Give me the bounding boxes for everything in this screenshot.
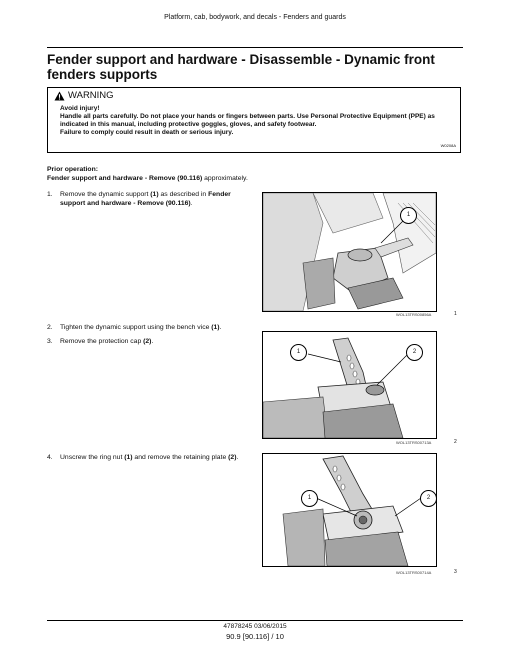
step-text: and remove the retaining plate	[132, 454, 229, 461]
warning-body	[60, 105, 450, 137]
callout-ref: (2)	[143, 338, 152, 345]
figure-2-image	[262, 331, 437, 439]
figure-2-number: 2	[454, 439, 457, 445]
step-text: .	[190, 200, 193, 207]
step-text: as described in	[158, 191, 209, 198]
figure-1-callout-1: 1	[400, 207, 417, 224]
prior-suffix: approximately.	[202, 175, 248, 182]
callout-ref: (1)	[150, 191, 159, 198]
prior-label: Prior operation:	[47, 166, 98, 173]
footer-rule	[47, 620, 463, 621]
figure-2-callout-1: 1	[290, 344, 307, 361]
warning-line-3: Failure to comply could result in death or serious injury.	[60, 129, 234, 136]
figure-3-drawing	[263, 454, 436, 566]
step-4	[47, 453, 247, 462]
step-3	[47, 337, 247, 346]
step-number: 3.	[47, 338, 53, 345]
figure-1-caption: WOL13TRS00856A	[396, 312, 432, 317]
title-rule	[47, 47, 463, 48]
step-number: 4.	[47, 454, 53, 461]
callout-ref: (1)	[124, 454, 133, 461]
footer-page-ref: 90.9 [90.116] / 10	[226, 632, 284, 641]
warning-line-2: Handle all parts carefully. Do not place your hands or fingers between parts. Use Personal Protective Equipment (PPE) as indicated in this manual, including protective goggles, gloves, and safety footwear.	[60, 113, 435, 128]
step-link[interactable]: Fender support and hardware - Remove (90.116)	[60, 191, 231, 207]
warning-label: WARNING	[68, 90, 114, 101]
step-1	[47, 190, 247, 208]
warning-heading	[54, 90, 114, 101]
footer-doc-id: 47878245 03/06/2015	[223, 623, 287, 630]
figure-2-callout-2: 2	[406, 344, 423, 361]
warning-triangle-icon	[54, 91, 65, 101]
step-number: 1.	[47, 191, 53, 198]
figure-1-number: 1	[454, 311, 457, 317]
step-2	[47, 323, 247, 332]
page-header: Platform, cab, bodywork, and decals - Fenders and guards	[164, 14, 346, 21]
step-text: Tighten the dynamic support using the bench vice	[60, 324, 212, 331]
callout-ref: (2)	[228, 454, 237, 461]
figure-3-callout-1: 1	[301, 490, 318, 507]
step-text: Remove the dynamic support	[60, 191, 151, 198]
step-text: Unscrew the ring nut	[60, 454, 125, 461]
warning-code: W0208A	[440, 143, 456, 148]
prior-operation	[47, 165, 248, 183]
figure-3-image	[262, 453, 437, 567]
figure-1-image	[262, 192, 437, 312]
step-number: 2.	[47, 324, 53, 331]
callout-ref: (1)	[211, 324, 220, 331]
step-text: .	[236, 454, 239, 461]
figure-3-number: 3	[454, 569, 457, 575]
figure-3-callout-2: 2	[420, 490, 437, 507]
figure-3-caption: WOL13TRS00714A	[396, 570, 432, 575]
step-text: Remove the protection cap	[60, 338, 144, 345]
prior-link[interactable]: Fender support and hardware - Remove (90.116)	[47, 175, 203, 182]
step-text: .	[151, 338, 154, 345]
warning-line-1: Avoid injury!	[60, 105, 100, 112]
page-title: Fender support and hardware - Disassemble - Dynamic front fenders supports	[47, 52, 435, 82]
figure-2-caption: WOL13TRS00713A	[396, 440, 432, 445]
step-text: .	[219, 324, 222, 331]
warning-box	[47, 87, 461, 153]
